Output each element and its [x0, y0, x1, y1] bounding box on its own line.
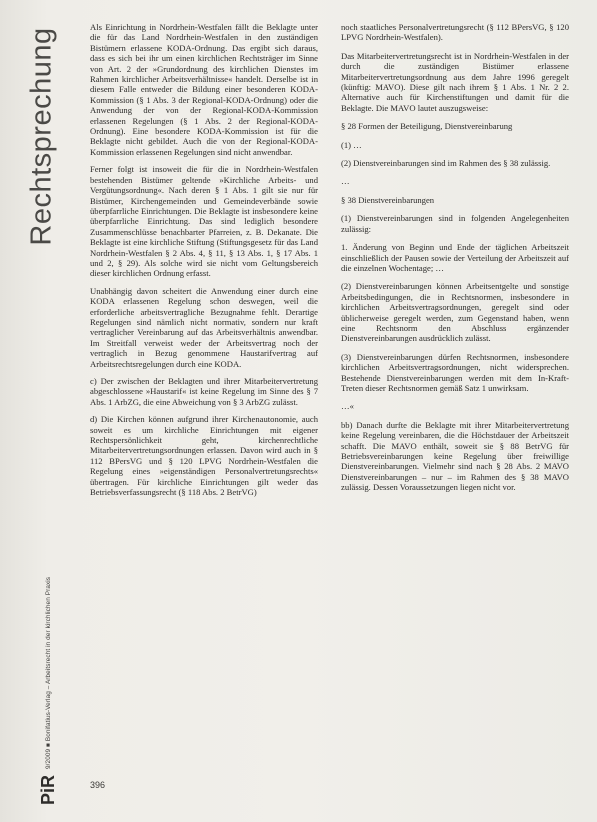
- journal-info: 9/2009 ■ Bonifatius-Verlag – Arbeitsrecht in der kirchlichen Praxis: [44, 576, 52, 769]
- paragraph: d) Die Kirchen können aufgrund ihrer Kirchenautonomie, auch soweit es um kirchliche Einrichtungen mit eigener Rechtspersönlichkeit geht, kirchenrechtliche Mitarbeitervertretungsordnungen erlassen. Davon wird auch in § 112 BPersVG und § 120 LPVG Nordrhein-Westfalen die Regelung eines »eigenständigen Personalvertretungsrechts« übertragen. Für kirchliche Einrichtungen gilt weder das Betriebsverfassungsrecht (§ 118 Abs. 2 BetrVG): [90, 414, 318, 498]
- paragraph: Unabhängig davon scheitert die Anwendung einer durch eine KODA erlassenen Regelung schon deswegen, weil die erforderliche arbeitsvertragliche Bezugnahme fehlt. Derartige Regelungen sind nämlich nicht normativ, sondern nur kraft vertraglicher Vereinbarung auf das Arbeitsverhältnis anwendbar. Im Streitfall verweist weder der Arbeitsvertrag noch der vertraglich in Bezug genommene Haustarifvertrag auf Arbeitsrechtsregelungen durch eine KODA.: [90, 285, 318, 369]
- paragraph: noch staatliches Personalvertretungsrecht (§ 112 BPersVG, § 120 LPVG Nordrhein-Westfalen).: [341, 22, 569, 43]
- heading-quote: § 38 Dienstvereinbarungen: [341, 194, 435, 205]
- ellipsis: …«: [341, 401, 354, 412]
- left-column: [90, 22, 318, 504]
- section-title-vertical: [26, 20, 58, 252]
- journal-logo: PiR: [37, 774, 58, 805]
- ellipsis: …: [341, 176, 350, 187]
- page-number: 396: [90, 780, 106, 790]
- paragraph: (3) Dienstvereinbarungen dürfen Rechtsnormen, insbesondere kirchlichen Arbeitsvertragsordnungen, nicht widersprechen. Bestehende Dienstvereinbarungen werden mit dem In-Kraft-Treten dieser Rechtsnormen gemäß Satz 1 unwirksam.: [341, 351, 569, 393]
- journal-footer: [28, 500, 68, 805]
- paragraph: (2) Dienstvereinbarungen können Arbeitsentgelte und sonstige Arbeitsbedingungen, die in Rechtsnormen, insbesondere in kirchlichen Arbeitsvertragsordnungen, geregelt sind oder üblicherweise geregelt werden, zum Gegenstand haben, wenn eine Rechtsnorm den Abschluss ergänzender Dienstvereinbarungen ausdrücklich zulässt.: [341, 281, 569, 344]
- paragraph: bb) Danach durfte die Beklagte mit ihrer Mitarbeitervertretung keine Regelung vereinbaren, die die Höchstdauer der Arbeitszeit schafft. Die MAVO enthält, soweit sie § 88 BetrVG für Betriebsvereinbarungen keine Regelung über freiwillige Dienstvereinbarungen. Vielmehr sind nach § 28 Abs. 2 MAVO Dienstvereinbarungen – nur – im Rahmen des § 38 MAVO zulässig. Dessen Voraussetzungen liegen nicht vor.: [341, 419, 569, 493]
- paragraph: Als Einrichtung in Nordrhein-Westfalen fällt die Beklagte unter die für das Land Nordrhein-Westfalen in den zuständigen Bistümern erlassene KODA-Ordnung. Das ergibt sich daraus, dass es sich bei ihr um einen kirchlichen Rechtsträger im Sinne von Art. 2 der »Grundordnung des kirchlichen Dienstes im Rahmen kirchlicher Arbeitsverhältnisse« handelt. Derselbe ist in diesem Falle entweder die Bildung einer besonderen KODA-Kommission (§ 1 Abs. 3 der Regional-KODA-Ordnung) oder die Anwendung der von der Regional-KODA-Kommission erlassenen Regelungen (§ 1 Abs. 2 der Regional-KODA-Ordnung). Eine besondere KODA-Kommission ist für die Beklagte nicht gebildet. Auch die von der Regional-KODA-Kommission erlassenen Regelungen sind nicht anwendbar.: [90, 22, 318, 157]
- section-title: Rechtsprechung: [25, 26, 58, 246]
- paragraph: 1. Änderung von Beginn und Ende der täglichen Arbeitszeit einschließlich der Pausen sowie der Verteilung der Arbeitszeit auf die einzelnen Wochentage; …: [341, 242, 569, 273]
- paragraph: (1) Dienstvereinbarungen sind in folgenden Angelegenheiten zulässig:: [341, 213, 569, 234]
- heading-quote: § 28 Formen der Beteiligung, Dienstvereinbarung: [341, 121, 513, 132]
- paragraph: (1) …: [341, 139, 362, 150]
- paragraph: (2) Dienstvereinbarungen sind im Rahmen des § 38 zulässig.: [341, 158, 551, 169]
- right-column: [341, 22, 569, 501]
- paragraph: c) Der zwischen der Beklagten und ihrer Mitarbeitervertretung abgeschlossene »Haustarif« ist keine Regelung im Sinne des § 7 Abs. 1 ArbZG, die eine Abweichung von § 3 ArbZG zulässt.: [90, 376, 318, 407]
- paragraph: Ferner folgt ist insoweit die für die in Nordrhein-Westfalen bestehenden Bistümer geltende »Kirchliche Arbeits- und Vergütungsordnung«. Nach deren § 1 Abs. 1 gilt sie nur für Bistümer, Kirchengemeinden und Gemeindeverbände sowie überpfarrliche Einrichtungen. Die Beklagte ist insbesondere keine überpfarrliche Einrichtung. Das sind lediglich besondere Zusammenschlüsse benachbarter Pfarreien, z. B. Dekanate. Die Beklagte ist eine kirchliche Stiftung (Stiftungsgesetz für das Land Nordrhein-Westfalen § 2 Abs. 4, § 11, § 13 Abs. 1, § 17 Abs. 1 und 2, § 29). Als solche wird sie nicht vom Geltungsbereich dieser kirchlichen Ordnung erfasst.: [90, 164, 318, 279]
- paragraph: Das Mitarbeitervertretungsrecht ist in Nordrhein-Westfalen in der durch die zuständigen Bistümer erlassene Mitarbeitervertretungsordnung aus dem Jahre 1996 geregelt (künftig: MAVO). Diese gilt nach ihrem § 1 Abs. 1 Nr. 2 2. Alternative auch für Kirchenstiftungen und damit für die Beklagte. Die MAVO lautet auszugsweise:: [341, 50, 569, 113]
